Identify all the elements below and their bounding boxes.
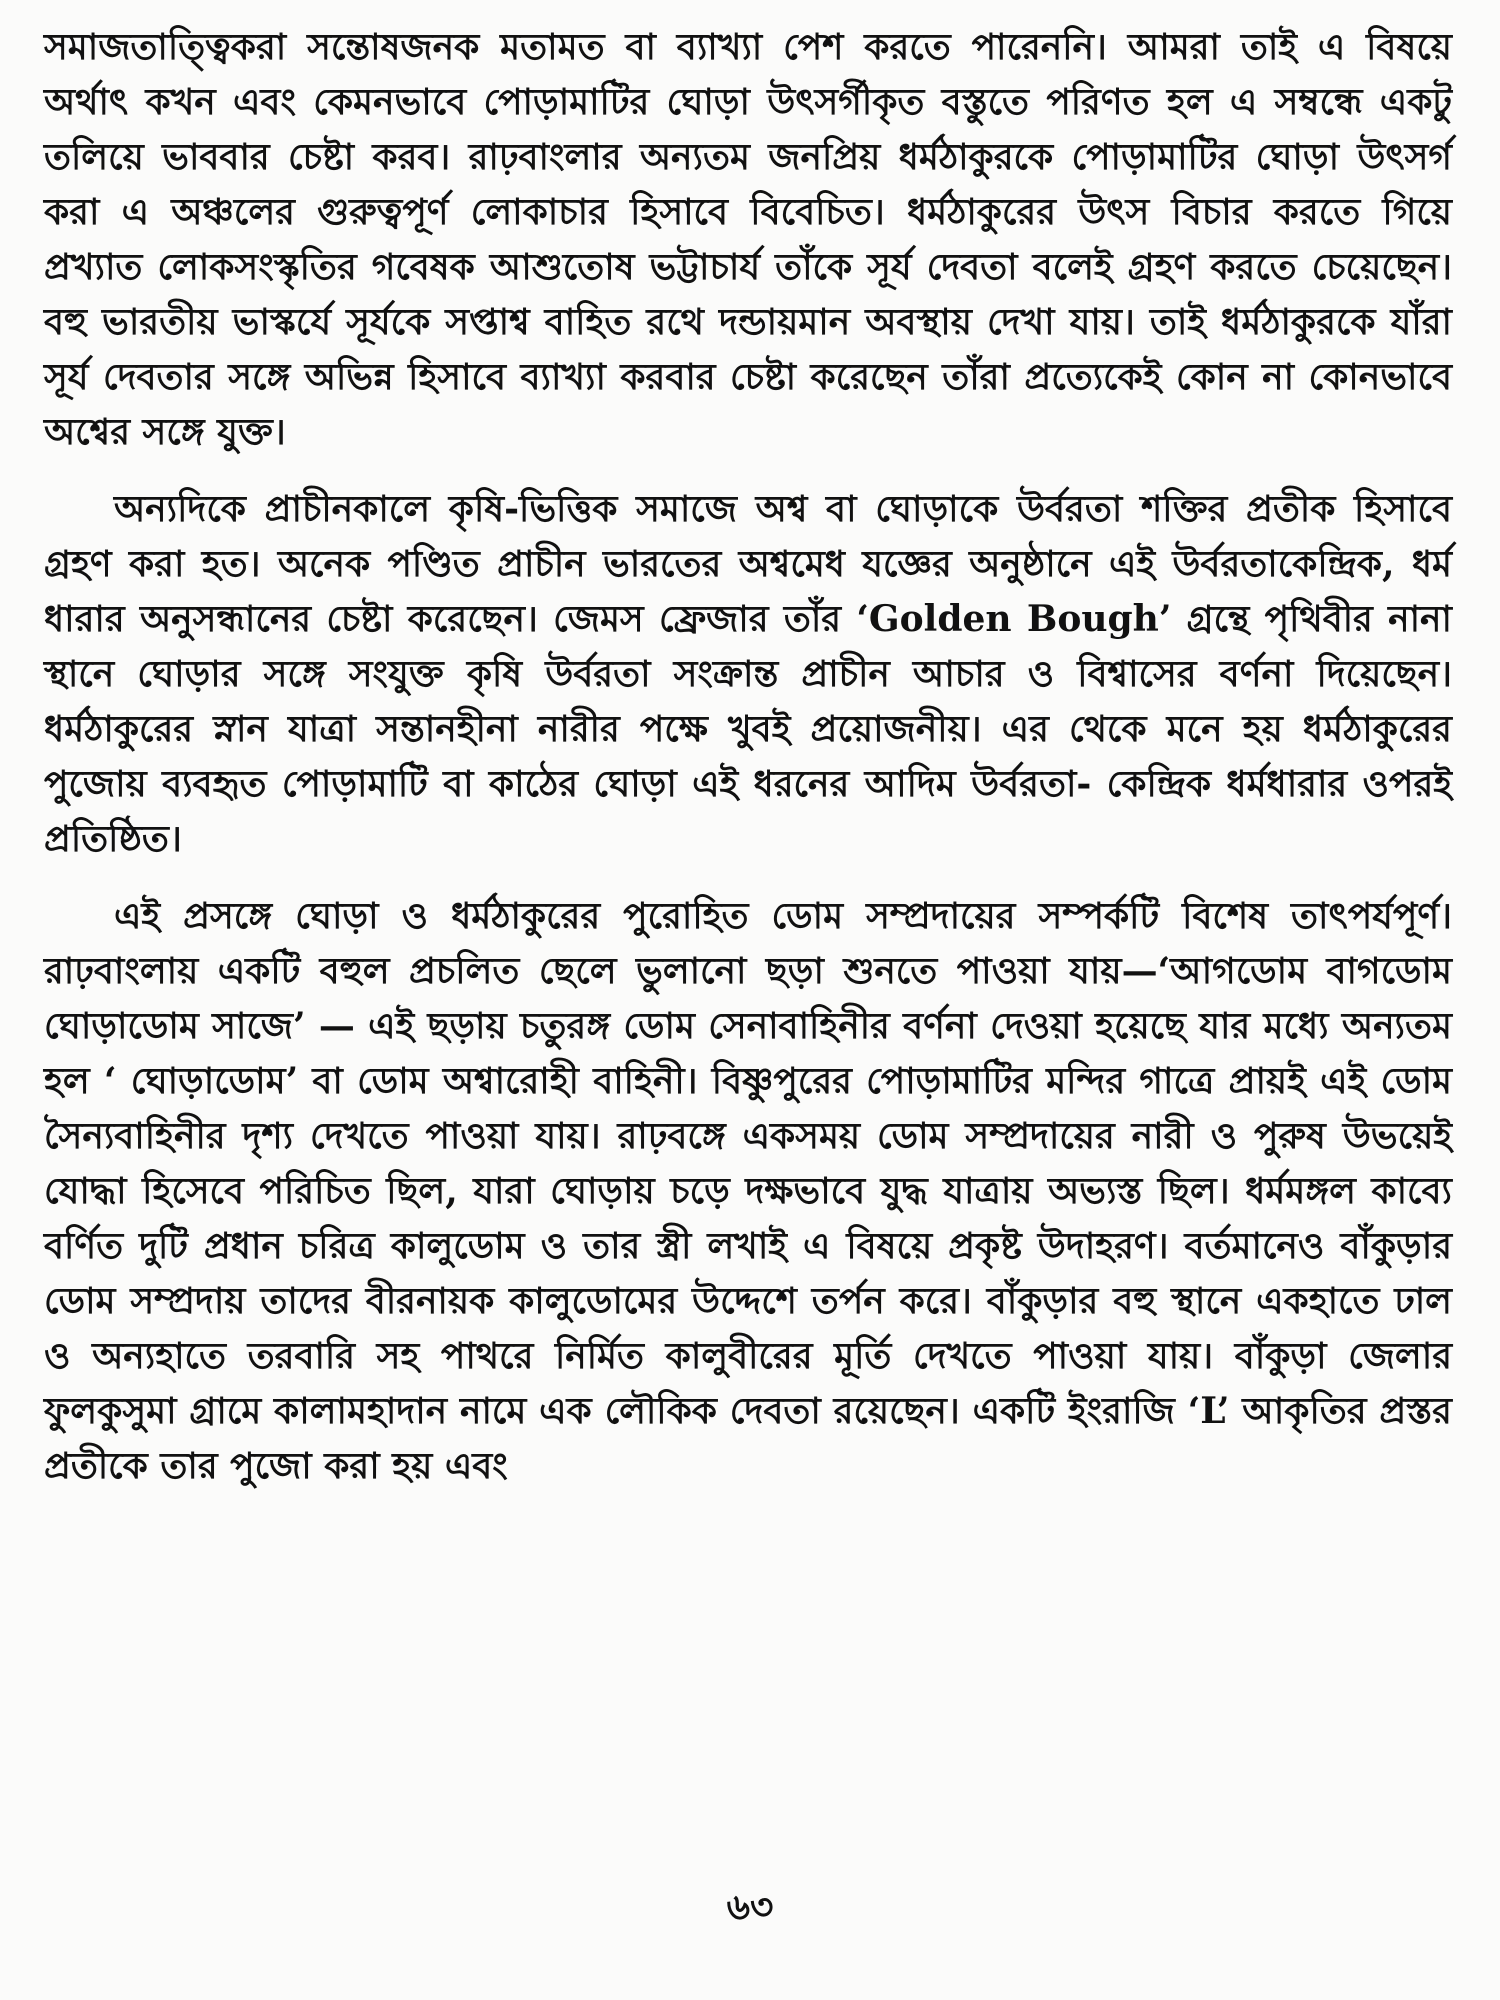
paragraph-2: অন্যদিকে প্রাচীনকালে কৃষি-ভিত্তিক সমাজে অশ্ব বা ঘোড়াকে উর্বরতা শক্তির প্রতীক হিসাবে গ্রহণ করা হত। অনেক পণ্ডিত প্রাচীন ভারতের অশ্বমেধ যজ্ঞের অনুষ্ঠানে এই উর্বরতাকেন্দ্রিক, ধর্ম ধারার অনুসন্ধানের চেষ্টা করেছেন। জেমস ফ্রেজার তাঁর ‘Golden Bough’ গ্রন্থে পৃথিবীর নানা স্থানে ঘোড়ার সঙ্গে সংযুক্ত কৃষি উর্বরতা সংক্রান্ত প্রাচীন আচার ও বিশ্বাসের বর্ণনা দিয়েছেন। ধর্মঠাকুরের স্নান যাত্রা সন্তানহীনা নারীর পক্ষে খুবই প্রয়োজনীয়। এর থেকে মনে হয় ধর্মঠাকুরের পুজোয় ব্যবহৃত পোড়ামাটি বা কাঠের ঘোড়া এই ধরনের আদিম উর্বরতা- কেন্দ্রিক ধর্মধারার ওপরই প্রতিষ্ঠিত।	[44, 488, 1452, 860]
paragraph-1: সমাজতাত্ত্বিকরা সন্তোষজনক মতামত বা ব্যাখ্যা পেশ করতে পারেননি। আমরা তাই এ বিষয়ে অর্থাৎ কখন এবং কেমনভাবে পোড়ামাটির ঘোড়া উৎসর্গীকৃত বস্তুতে পরিণত হল এ সম্বন্ধে একটু তলিয়ে ভাববার চেষ্টা করব। রাঢ়বাংলার অন্যতম জনপ্রিয় ধর্মঠাকুরকে পোড়ামাটির ঘোড়া উৎসর্গ করা এ অঞ্চলের গুরুত্বপূর্ণ লোকাচার হিসাবে বিবেচিত। ধর্মঠাকুরের উৎস বিচার করতে গিয়ে প্রখ্যাত লোকসংস্কৃতির গবেষক আশুতোষ ভট্টাচার্য তাঁকে সূর্য দেবতা বলেই গ্রহণ করতে চেয়েছেন। বহু ভারতীয় ভাস্কর্যে সূর্যকে সপ্তাশ্ব বাহিত রথে দন্ডায়মান অবস্থায় দেখা যায়। তাই ধর্মঠাকুরকে যাঁরা সূর্য দেবতার সঙ্গে অভিন্ন হিসাবে ব্যাখ্যা করবার চেষ্টা করেছেন তাঁরা প্রত্যেকেই কোন না কোনভাবে অশ্বের সঙ্গে যুক্ত।	[44, 26, 1452, 453]
paragraph-3: এই প্রসঙ্গে ঘোড়া ও ধর্মঠাকুরের পুরোহিত ডোম সম্প্রদায়ের সম্পর্কটি বিশেষ তাৎপর্যপূর্ণ। রাঢ়বাংলায় একটি বহুল প্রচলিত ছেলে ভুলানো ছড়া শুনতে পাওয়া যায়—‘আগডোম বাগডোম ঘোড়াডোম সাজে’ — এই ছড়ায় চতুরঙ্গ ডোম সেনাবাহিনীর বর্ণনা দেওয়া হয়েছে যার মধ্যে অন্যতম হল ‘ ঘোড়াডোম’ বা ডোম অশ্বারোহী বাহিনী। বিষ্ণুপুরের পোড়ামাটির মন্দির গাত্রে প্রায়ই এই ডোম সৈন্যবাহিনীর দৃশ্য দেখতে পাওয়া যায়। রাঢ়বঙ্গে একসময় ডোম সম্প্রদায়ের নারী ও পুরুষ উভয়েই যোদ্ধা হিসেবে পরিচিত ছিল, যারা ঘোড়ায় চড়ে দক্ষভাবে যুদ্ধ যাত্রায় অভ্যস্ত ছিল। ধর্মমঙ্গল কাব্যে বর্ণিত দুটি প্রধান চরিত্র কালুডোম ও তার স্ত্রী লখাই এ বিষয়ে প্রকৃষ্ট উদাহরণ। বর্তমানেও বাঁকুড়ার ডোম সম্প্রদায় তাদের বীরনায়ক কালুডোমের উদ্দেশে তর্পন করে। বাঁকুড়ার বহু স্থানে একহাতে ঢাল ও অন্যহাতে তরবারি সহ পাথরে নির্মিত কালুবীরের মূর্তি দেখতে পাওয়া যায়। বাঁকুড়া জেলার ফুলকুসুমা গ্রামে কালামহাদান নামে এক লৌকিক দেবতা রয়েছেন। একটি ইংরাজি ‘L’ আকৃতির প্রস্তর প্রতীকে তার পুজো করা হয় এবং	[44, 895, 1452, 1487]
body-text	[44, 20, 1452, 1494]
page-number: ৬৩	[726, 1886, 774, 1928]
